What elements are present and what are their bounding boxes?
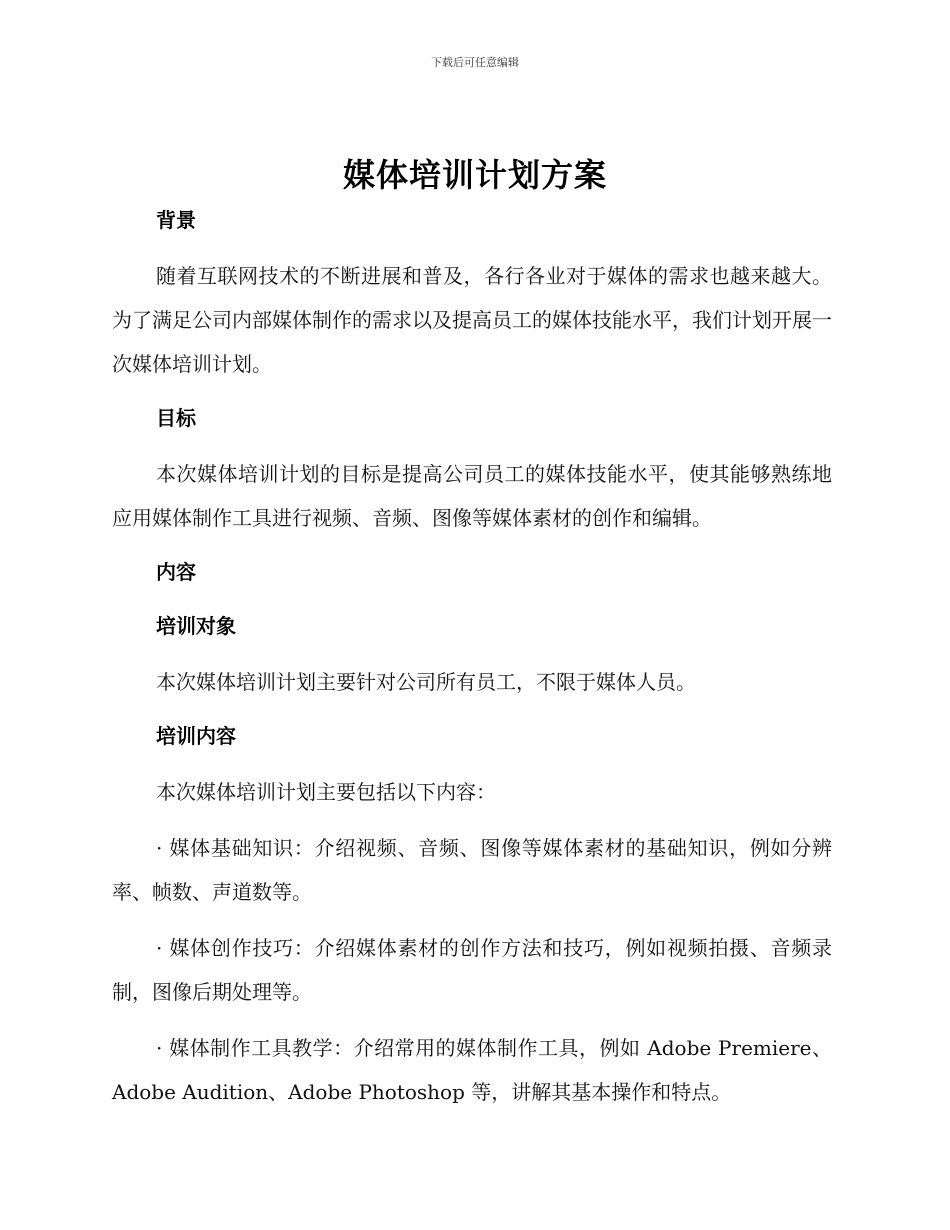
section-heading-content: 内容 xyxy=(156,560,196,584)
document-body xyxy=(112,200,832,1126)
section-heading-training-content: 培训内容 xyxy=(156,724,236,748)
paragraph-goal: 本次媒体培训计划的目标是提高公司员工的媒体技能水平，使其能够熟练地应用媒体制作工具进行视频、音频、图像等媒体素材的创作和编辑。 xyxy=(112,462,832,530)
paragraph-training-intro: 本次媒体培训计划主要包括以下内容： xyxy=(156,780,496,804)
list-item-tools-teaching: · 媒体制作工具教学：介绍常用的媒体制作工具，例如 Adobe Premiere、Adobe Audition、Adobe Photoshop 等，讲解其基本操作和特点。 xyxy=(112,1036,832,1104)
paragraph-audience: 本次媒体培训计划主要针对公司所有员工，不限于媒体人员。 xyxy=(156,670,696,694)
paragraph-background: 随着互联网技术的不断进展和普及，各行各业对于媒体的需求也越来越大。为了满足公司内部媒体制作的需求以及提高员工的媒体技能水平，我们计划开展一次媒体培训计划。 xyxy=(112,264,832,376)
list-item-creation-skills: · 媒体创作技巧：介绍媒体素材的创作方法和技巧，例如视频拍摄、音频录制，图像后期处理等。 xyxy=(112,936,832,1004)
document-title: 媒体培训计划方案 xyxy=(342,156,607,194)
section-heading-goal: 目标 xyxy=(156,406,196,430)
section-heading-audience: 培训对象 xyxy=(156,614,236,638)
header-note: 下载后可任意编辑 xyxy=(431,56,519,69)
section-heading-background: 背景 xyxy=(156,208,196,232)
list-item-media-basics: · 媒体基础知识：介绍视频、音频、图像等媒体素材的基础知识，例如分辨率、帧数、声道数等。 xyxy=(112,836,832,904)
